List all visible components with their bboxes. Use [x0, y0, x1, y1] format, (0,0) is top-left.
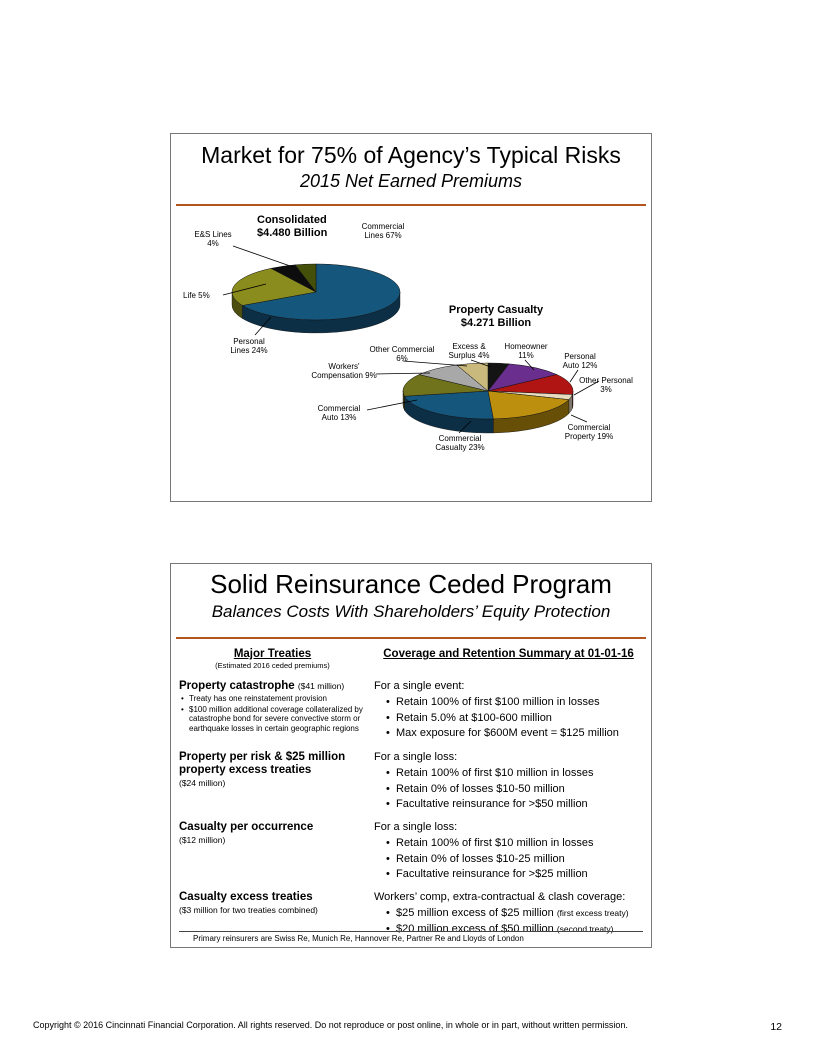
copyright-text: Copyright © 2016 Cincinnati Financial Corporation. All rights reserved. Do not reproduce or post online, in whole or in part, without written permission.	[33, 1020, 628, 1030]
pie2-label-commercial-property: Commercial Property 19%	[564, 423, 614, 442]
coverage-item-text: $25 million excess of $25 million	[396, 906, 554, 919]
slide2-divider-line	[176, 637, 646, 639]
treaty-table	[179, 648, 643, 936]
pie2-label-workers-compensation: Workers' Compensation 9%	[311, 362, 377, 381]
treaty-row-property-per-risk	[179, 751, 643, 812]
pie1-label-es-lines: E&S Lines 4%	[194, 230, 232, 249]
pie1-label-commercial-lines: Commercial Lines 67%	[361, 222, 405, 241]
slide-1	[170, 133, 652, 502]
treaty-row-property-catastrophe	[179, 680, 643, 741]
coverage-item: • Max exposure for $600M event = $125 million	[374, 727, 643, 741]
coverage-item	[374, 907, 643, 921]
treaty-name	[179, 680, 366, 693]
treaty-premium: ($12 million)	[179, 835, 226, 846]
pie2-label-personal-auto: Personal Auto 12%	[562, 352, 598, 371]
major-treaties-header: Major Treaties	[233, 648, 312, 660]
coverage-item: • Retain 100% of first $10 million in losses	[374, 767, 643, 781]
major-treaties-subheader: (Estimated 2016 ceded premiums)	[215, 661, 330, 670]
coverage-item: • Facultative reinsurance for >$25 million	[374, 868, 643, 882]
coverage-item: • Facultative reinsurance for >$50 million	[374, 798, 643, 812]
treaty-row-casualty-per-occurrence	[179, 821, 643, 882]
coverage-intro: For a single loss:	[374, 821, 458, 833]
treaty-premium: ($41 million)	[297, 681, 345, 691]
pie2-label-commercial-casualty: Commercial Casualty 23%	[435, 434, 485, 453]
pies-canvas	[171, 134, 653, 503]
pie1-label-life: Life 5%	[183, 291, 210, 300]
note-item: • Treaty has one reinstatement provision	[179, 694, 366, 704]
pie2-label-other-personal: Other Personal 3%	[579, 376, 633, 395]
slide2-title: Solid Reinsurance Ceded Program	[210, 569, 612, 599]
pie2-title: Property Casualty $4.271 Billion	[448, 304, 544, 330]
coverage-item: • Retain 100% of first $10 million in losses	[374, 837, 643, 851]
slide2-subtitle: Balances Costs With Shareholders’ Equity Protection	[211, 602, 611, 621]
coverage-item-note: (second treaty)	[556, 923, 614, 934]
pie2-label-excess-surplus: Excess & Surplus 4%	[448, 342, 490, 361]
pie1-label-personal-lines: Personal Lines 24%	[230, 337, 268, 356]
treaty-premium: ($24 million)	[179, 778, 226, 789]
coverage-summary-header: Coverage and Retention Summary at 01-01-16	[383, 648, 634, 660]
table-headers	[179, 648, 643, 670]
treaty-name: Property per risk & $25 million property excess treaties	[179, 751, 346, 777]
treaty-name: Casualty excess treaties	[179, 891, 313, 903]
pie1-title: Consolidated $4.480 Billion	[257, 214, 328, 240]
treaty-row-casualty-excess	[179, 891, 643, 936]
pie2-label-commercial-auto: Commercial Auto 13%	[317, 404, 361, 423]
slide1-subtitle: 2015 Net Earned Premiums	[299, 171, 523, 191]
slide1-title: Market for 75% of Agency’s Typical Risks	[201, 142, 621, 168]
coverage-intro: For a single event:	[374, 680, 465, 692]
coverage-intro: Workers’ comp, extra-contractual & clash coverage:	[374, 891, 626, 903]
coverage-item-text: $20 million excess of $50 million	[396, 922, 554, 935]
coverage-intro: For a single loss:	[374, 751, 458, 763]
pie2-label-homeowner: Homeowner 11%	[504, 342, 548, 361]
note-item: • $100 million additional coverage collateralized by catastrophe bond for severe convective storm or earthquake losses in certain geographic regions	[179, 705, 366, 734]
page-number: 12	[770, 1021, 782, 1033]
coverage-item: • Retain 0% of losses $10-50 million	[374, 783, 643, 797]
coverage-item: • Retain 100% of first $100 million in losses	[374, 696, 643, 710]
slide-2	[170, 563, 652, 948]
pie2-label-other-commercial: Other Commercial 6%	[369, 345, 435, 364]
treaty-premium: ($3 million for two treaties combined)	[179, 905, 318, 916]
coverage-item-note: (first excess treaty)	[556, 907, 629, 918]
coverage-item: • Retain 0% of losses $10-25 million	[374, 853, 643, 867]
chart-area	[171, 134, 651, 501]
treaty-name: Casualty per occurrence	[179, 821, 314, 833]
coverage-item: • Retain 5.0% at $100-600 million	[374, 712, 643, 726]
reinsurers-footnote: Primary reinsurers are Swiss Re, Munich Re, Hannover Re, Partner Re and Lloyds of London	[179, 931, 643, 944]
treaty-name-text: Property catastrophe	[179, 680, 295, 692]
